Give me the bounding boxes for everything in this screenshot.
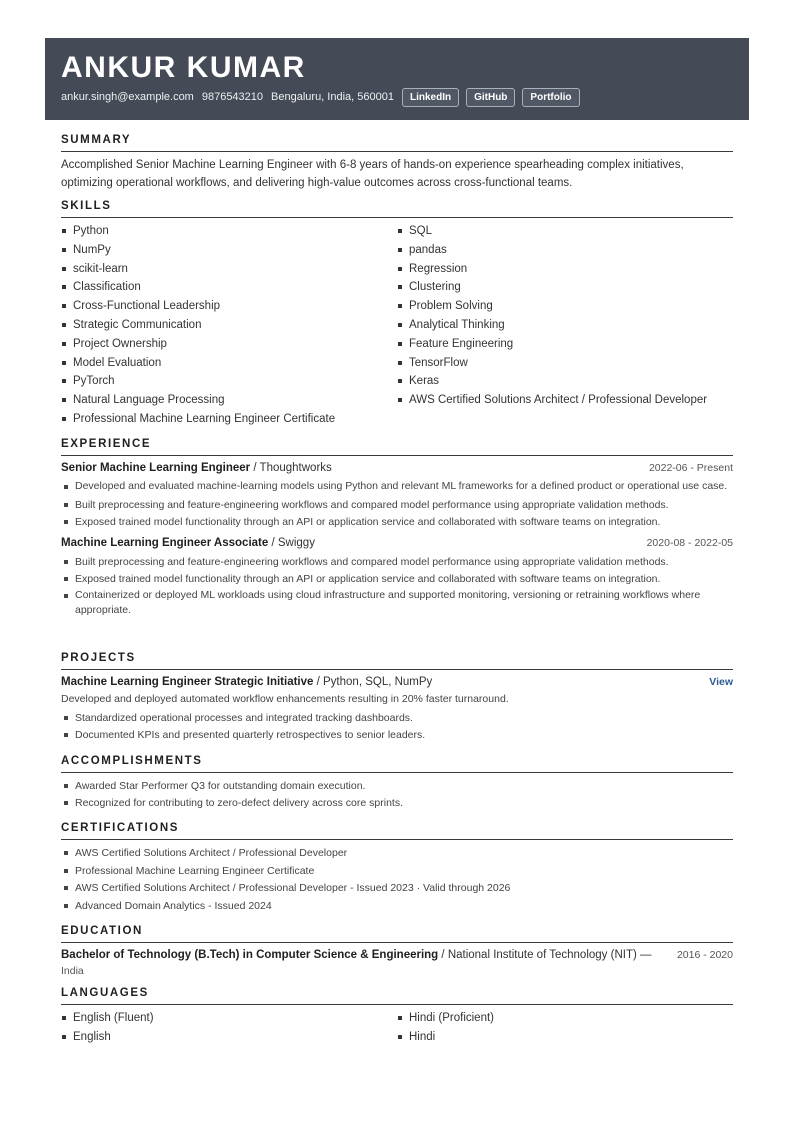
linkedin-link[interactable]: LinkedIn — [402, 88, 459, 107]
skill-item: Cross-Functional Leadership — [61, 297, 397, 316]
languages-grid — [61, 1009, 733, 1047]
summary-section — [61, 134, 733, 192]
contact-line — [61, 87, 587, 107]
section-title-experience: EXPERIENCE — [61, 438, 733, 456]
languages-column-left — [61, 1009, 397, 1047]
job-dates: 2022-06 - Present — [648, 462, 733, 474]
section-title-skills: SKILLS — [61, 200, 733, 218]
accomplishment-bullet: Recognized for contributing to zero-defect delivery across core sprints. — [61, 795, 733, 812]
education-dates: 2016 - 2020 — [676, 949, 733, 961]
skill-item: Project Ownership — [61, 335, 397, 354]
section-title-accomplishments: ACCOMPLISHMENTS — [61, 755, 733, 773]
skill-item: Analytical Thinking — [397, 316, 733, 335]
certification-bullet: Professional Machine Learning Engineer Certificate — [61, 863, 733, 881]
job-role: Senior Machine Learning Engineer — [61, 462, 251, 474]
section-title-languages: LANGUAGES — [61, 987, 733, 1005]
job-bullets — [61, 554, 733, 619]
skill-item: pandas — [397, 241, 733, 260]
skills-column-left — [61, 222, 397, 429]
skill-item: TensorFlow — [397, 354, 733, 373]
phone-text: 9876543210 — [201, 91, 264, 103]
skill-item: Problem Solving — [397, 297, 733, 316]
job-header — [61, 535, 733, 552]
skill-item: scikit-learn — [61, 260, 397, 279]
education-header — [61, 947, 733, 964]
github-link[interactable]: GitHub — [466, 88, 515, 107]
project-separator: / — [316, 676, 324, 688]
accomplishments-section — [61, 755, 733, 812]
skill-item: Professional Machine Learning Engineer Certificate — [61, 410, 397, 429]
job-dates: 2020-08 - 2022-05 — [646, 536, 733, 549]
skill-item: Classification — [61, 278, 397, 297]
education-separator: / — [441, 949, 448, 961]
job-entry — [61, 460, 733, 531]
education-institution: National Institute of Technology (NIT) — — [447, 949, 652, 961]
certification-bullets — [61, 845, 733, 916]
language-item: Hindi (Proficient) — [397, 1009, 733, 1028]
summary-text: Accomplished Senior Machine Learning Engineer with 6-8 years of hands-on experience spearheading complex initiatives, optimizing operational workflows, and delivering high-value outcomes across cross-functional teams. — [61, 159, 684, 189]
experience-section — [61, 438, 733, 619]
job-separator: / — [271, 536, 278, 549]
email-text: ankur.singh@example.com — [61, 91, 194, 103]
skill-item: Keras — [397, 372, 733, 391]
location-text: Bengaluru, India, 560001 — [271, 91, 394, 103]
job-bullet: Exposed trained model functionality through an API or application service and collaborated with software teams on integration. — [61, 514, 733, 531]
job-bullet: Developed and evaluated machine-learning models using Python and relevant ML frameworks for a defined product or operational use case. — [61, 479, 733, 495]
job-company: Thoughtworks — [259, 462, 332, 474]
certification-bullet: Advanced Domain Analytics - Issued 2024 — [61, 898, 733, 916]
section-title-summary: SUMMARY — [61, 134, 733, 152]
skills-section — [61, 200, 733, 429]
project-header — [61, 674, 733, 691]
skills-grid — [61, 222, 733, 429]
job-company: Swiggy — [277, 536, 315, 549]
job-entry — [61, 535, 733, 619]
education-location: India — [61, 965, 84, 977]
skill-item: Feature Engineering — [397, 335, 733, 354]
skill-item: Python — [61, 222, 397, 241]
resume-header — [45, 38, 749, 120]
job-bullet: Built preprocessing and feature-engineering workflows and compared model performance using appropriate validation methods. — [61, 497, 733, 514]
section-title-projects: PROJECTS — [61, 652, 733, 670]
job-bullet: Containerized or deployed ML workloads using cloud infrastructure and supported monitoring, versioning or retraining workflows where appropriate. — [61, 588, 733, 619]
skill-item: Natural Language Processing — [61, 391, 397, 410]
job-bullets — [61, 479, 733, 531]
certifications-section — [61, 822, 733, 916]
skill-item: SQL — [397, 222, 733, 241]
project-view-link[interactable]: View — [709, 676, 733, 688]
languages-section — [61, 987, 733, 1047]
accomplishment-bullet: Awarded Star Performer Q3 for outstanding domain execution. — [61, 778, 733, 795]
job-bullet: Built preprocessing and feature-engineering workflows and compared model performance using appropriate validation methods. — [61, 554, 733, 571]
education-degree: Bachelor of Technology (B.Tech) in Computer Science & Engineering — [61, 949, 439, 961]
languages-column-right — [397, 1009, 733, 1047]
certification-bullet: AWS Certified Solutions Architect / Professional Developer - Issued 2023 · Valid through 2026 — [61, 880, 733, 898]
skill-item: AWS Certified Solutions Architect / Professional Developer — [397, 391, 733, 410]
project-tech: Python, SQL, NumPy — [323, 676, 433, 688]
skill-item: Clustering — [397, 278, 733, 297]
skills-column-right — [397, 222, 733, 429]
language-item: English (Fluent) — [61, 1009, 397, 1028]
accomplishment-bullets — [61, 778, 733, 812]
project-description: Developed and deployed automated workflow enhancements resulting in 20% faster turnaround. — [61, 693, 509, 705]
job-separator: / — [253, 462, 260, 474]
project-heading — [61, 674, 432, 691]
job-role: Machine Learning Engineer Associate — [61, 536, 269, 549]
project-bullet: Documented KPIs and presented quarterly retrospectives to senior leaders. — [61, 727, 733, 744]
skill-item: Model Evaluation — [61, 354, 397, 373]
language-item: Hindi — [397, 1028, 733, 1047]
project-name: Machine Learning Engineer Strategic Initiative — [61, 676, 314, 688]
job-bullet: Exposed trained model functionality through an API or application service and collaborated with software teams on integration. — [61, 571, 733, 588]
education-section — [61, 925, 733, 978]
skill-item: NumPy — [61, 241, 397, 260]
job-header — [61, 460, 733, 477]
skill-item: PyTorch — [61, 372, 397, 391]
job-heading — [61, 535, 315, 552]
job-heading — [61, 460, 332, 477]
section-title-certifications: CERTIFICATIONS — [61, 822, 733, 840]
skill-item: Regression — [397, 260, 733, 279]
project-bullet: Standardized operational processes and integrated tracking dashboards. — [61, 710, 733, 727]
certification-bullet: AWS Certified Solutions Architect / Professional Developer — [61, 845, 733, 863]
portfolio-link[interactable]: Portfolio — [522, 88, 579, 107]
skill-item: Strategic Communication — [61, 316, 397, 335]
projects-section — [61, 652, 733, 744]
section-title-education: EDUCATION — [61, 925, 733, 943]
education-heading — [61, 947, 652, 964]
project-bullets — [61, 710, 733, 744]
candidate-name: ANKUR KUMAR — [61, 51, 306, 84]
language-item: English — [61, 1028, 397, 1047]
